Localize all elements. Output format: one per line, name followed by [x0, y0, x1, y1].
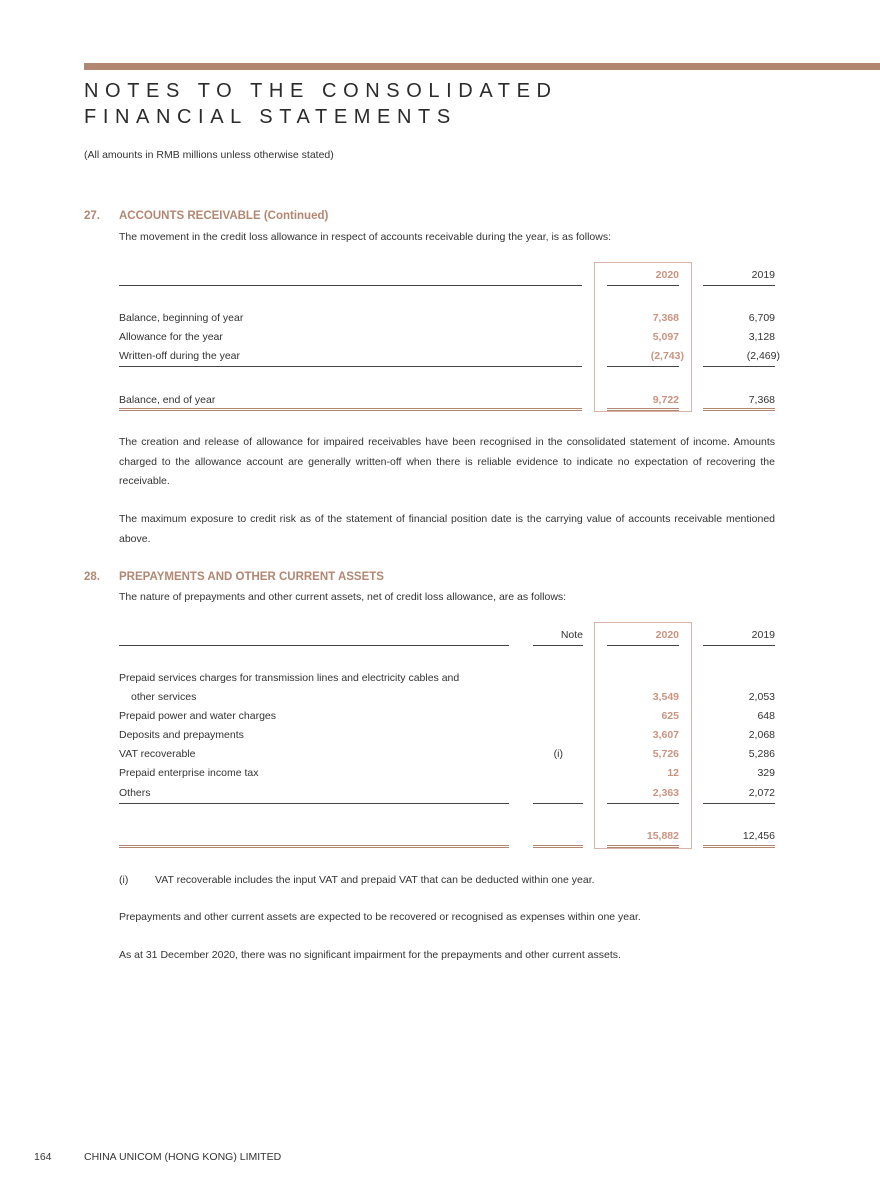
section27-row-label: Balance, beginning of year [119, 312, 244, 324]
section27-subtotal-rule-2019 [703, 366, 775, 367]
section27-header-rule-2020 [607, 285, 679, 286]
section28-number: 28. [84, 571, 100, 583]
section28-total-2019: 12,456 [742, 830, 775, 842]
section28-row-2020: 3,549 [652, 691, 679, 703]
section28-header-rule-2019 [703, 645, 775, 646]
section27-heading: ACCOUNTS RECEIVABLE (Continued) [119, 210, 329, 222]
section28-row-2019: 2,053 [748, 691, 775, 703]
section28-intro: The nature of prepayments and other current assets, net of credit loss allowance, are as follows: [119, 591, 567, 603]
section28-header-rule-note [533, 645, 583, 646]
section27-row-2019: 3,128 [748, 331, 775, 343]
section28-header-rule-label [119, 645, 509, 646]
section27-paragraph-1: The creation and release of allowance for impaired receivables have been recognised in the consolidated statement of income. Amounts charged to the allowance account are generally written-off when there is reliable evidence to indicate no expectation of recovering the receivable. [119, 436, 775, 487]
section27-row-label: Written-off during the year [119, 350, 241, 362]
section27-total-rule-2019-double [703, 410, 775, 411]
section27-subtotal-rule-2020 [607, 366, 679, 367]
section27-row-2020: (2,743) [650, 350, 684, 362]
section27-subtotal-rule-label [119, 366, 582, 367]
section28-row-2019: 648 [757, 710, 775, 722]
section27-total-rule-2020 [607, 408, 679, 409]
section28-total-rule-note [533, 845, 583, 846]
section27-paragraph-2: The maximum exposure to credit risk as of the statement of financial position date is the carrying value of accounts receivable mentioned above. [119, 513, 775, 545]
section28-row-2020: 5,726 [652, 748, 679, 760]
section28-total-rule-label-double [119, 847, 509, 848]
section28-subtotal-rule-2019 [703, 803, 775, 804]
section28-total-rule-2019-double [703, 847, 775, 848]
section28-row-label: Others [119, 787, 151, 799]
section28-total-rule-2020-double [607, 847, 679, 848]
section28-row-label: Prepaid power and water charges [119, 710, 277, 722]
section27-total-rule-label [119, 408, 582, 409]
section28-total-rule-2019 [703, 845, 775, 846]
section27-total-rule-2019 [703, 408, 775, 409]
page-title-line1: NOTES TO THE CONSOLIDATED [84, 80, 558, 102]
section28-total-rule-label [119, 845, 509, 846]
section27-row-2019: (2,469) [746, 350, 780, 362]
section28-footnote-marker: (i) [119, 874, 129, 886]
section28-col-2019: 2019 [751, 629, 775, 641]
section28-row-2019: 2,072 [748, 787, 775, 799]
section28-row-2020: 2,363 [652, 787, 679, 799]
section27-header-rule-label [119, 285, 582, 286]
section27-col-2019: 2019 [751, 269, 775, 281]
section27-total-rule-2020-double [607, 410, 679, 411]
header-accent-bar [84, 63, 880, 70]
page-number: 164 [34, 1151, 52, 1163]
section28-row-note: (i) [553, 748, 563, 760]
section28-row-2019: 329 [757, 767, 775, 779]
section27-total-label: Balance, end of year [119, 394, 216, 406]
section27-col-2020: 2020 [655, 269, 679, 281]
section28-row-label: other services [131, 691, 197, 703]
section28-subtotal-rule-label [119, 803, 509, 804]
section27-header-rule-2019 [703, 285, 775, 286]
footer-company-name: CHINA UNICOM (HONG KONG) LIMITED [84, 1151, 282, 1163]
section28-col-2020: 2020 [655, 629, 679, 641]
section28-total-rule-2020 [607, 845, 679, 846]
section28-total-2020: 15,882 [646, 830, 679, 842]
section27-row-2020: 7,368 [652, 312, 679, 324]
section28-row-2020: 625 [661, 710, 679, 722]
section28-row-label: Prepaid enterprise income tax [119, 767, 259, 779]
section28-paragraph-2: As at 31 December 2020, there was no significant impairment for the prepayments and other current assets. [119, 949, 621, 961]
section28-header-rule-2020 [607, 645, 679, 646]
section28-row-2019: 2,068 [748, 729, 775, 741]
section28-row-2019: 5,286 [748, 748, 775, 760]
section28-subtotal-rule-2020 [607, 803, 679, 804]
section27-intro: The movement in the credit loss allowance in respect of accounts receivable during the year, is as follows: [119, 231, 611, 243]
section28-row-2020: 3,607 [652, 729, 679, 741]
section28-row-label: VAT recoverable [119, 748, 196, 760]
section28-total-rule-note-double [533, 847, 583, 848]
section27-row-2019: 6,709 [748, 312, 775, 324]
page-title-line2: FINANCIAL STATEMENTS [84, 106, 457, 128]
section27-number: 27. [84, 210, 100, 222]
section27-total-rule-label-double [119, 410, 582, 411]
section28-row-label: Deposits and prepayments [119, 729, 244, 741]
section27-row-label: Allowance for the year [119, 331, 223, 343]
section27-row-2020: 5,097 [652, 331, 679, 343]
section28-row0-label-line1: Prepaid services charges for transmission lines and electricity cables and [119, 672, 460, 684]
section28-subtotal-rule-note [533, 803, 583, 804]
section28-heading: PREPAYMENTS AND OTHER CURRENT ASSETS [119, 571, 384, 583]
section27-total-2020: 9,722 [652, 394, 679, 406]
section27-total-2019: 7,368 [748, 394, 775, 406]
section28-footnote-text: VAT recoverable includes the input VAT and prepaid VAT that can be deducted within one year. [155, 874, 595, 886]
amounts-note: (All amounts in RMB millions unless otherwise stated) [84, 149, 334, 161]
section28-row-2020: 12 [667, 767, 679, 779]
section28-paragraph-1: Prepayments and other current assets are expected to be recovered or recognised as expenses within one year. [119, 911, 641, 923]
section28-col-note: Note [560, 629, 583, 641]
